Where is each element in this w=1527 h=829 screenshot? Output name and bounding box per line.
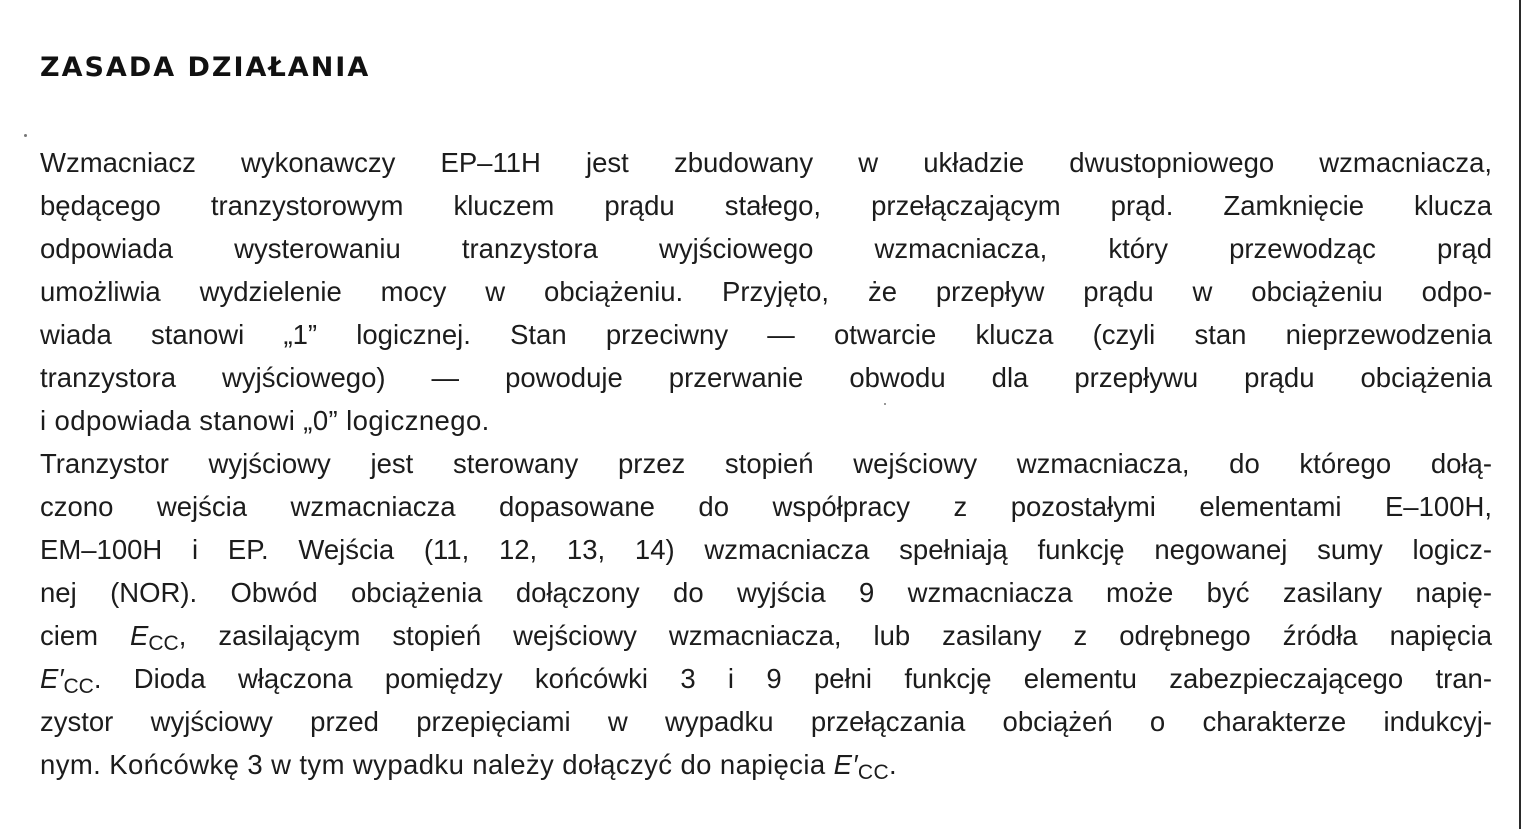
paragraph-2 [40,442,1492,786]
line-prefix: nym. Końcówkę 3 w tym wypadku należy dołączyć do napięcia [40,749,834,780]
scan-speck [24,134,27,137]
text-line: Tranzystor wyjściowy jest sterowany przez stopień wejściowy wzmacniacza, do którego dołą- [40,448,1492,479]
voltage-subscript: CC [857,761,890,784]
text-line: będącego tranzystorowym kluczem prądu stałego, przełączającym prąd. Zamknięcie klucza [40,190,1492,221]
text-line: zystor wyjściowy przed przepięciami w wypadku przełączania obciążeń o charakterze indukcyj- [40,706,1492,737]
body-text [40,141,1492,786]
line-suffix: . Dioda włączona pomiędzy końcówki 3 i 9 pełni funkcję elementu zabezpieczającego tran- [93,663,1492,694]
text-line: czono wejścia wzmacniacza dopasowane do współpracy z pozostałymi elementami E–100H, [40,491,1492,522]
text-line: Wzmacniacz wykonawczy EP–11H jest zbudowany w układzie dwustopniowego wzmacniacza, [40,147,1492,178]
text-line: tranzystora wyjściowego) — powoduje przerwanie obwodu dla przepływu prądu obciążenia [40,362,1492,393]
text-line [40,743,1492,786]
text-line: nej (NOR). Obwód obciążenia dołączony do wyjścia 9 wzmacniacza może być zasilany napię- [40,577,1492,608]
text-line [40,614,1492,657]
voltage-symbol: E′ [40,663,64,694]
text-line: umożliwia wydzielenie mocy w obciążeniu. Przyjęto, że przepływ prądu w obciążeniu odpo- [40,276,1492,307]
text-line [40,657,1492,700]
text-line: i odpowiada stanowi „0” logicznego. [40,405,490,436]
line-suffix: . [889,749,898,780]
text-line: wiada stanowi „1” logicznej. Stan przeciwny — otwarcie klucza (czyli stan nieprzewodzenia [40,319,1492,350]
section-heading: ZASADA DZIAŁANIA [40,52,371,83]
text-line: EM–100H i EP. Wejścia (11, 12, 13, 14) wzmacniacza spełniają funkcję negowanej sumy logicz- [40,534,1492,565]
text-line: odpowiada wysterowaniu tranzystora wyjściowego wzmacniacza, który przewodząc prąd [40,233,1492,264]
line-suffix: , zasilającym stopień wejściowy wzmacniacza, lub zasilany z odrębnego źródła napięcia [178,620,1493,651]
paragraph-1 [40,141,1492,442]
voltage-subscript: CC [148,632,179,655]
voltage-symbol: E′ [833,749,858,780]
voltage-symbol: E [130,620,149,651]
voltage-subscript: CC [63,675,94,698]
line-prefix: ciem [40,620,131,651]
scan-edge-line [1519,0,1521,829]
